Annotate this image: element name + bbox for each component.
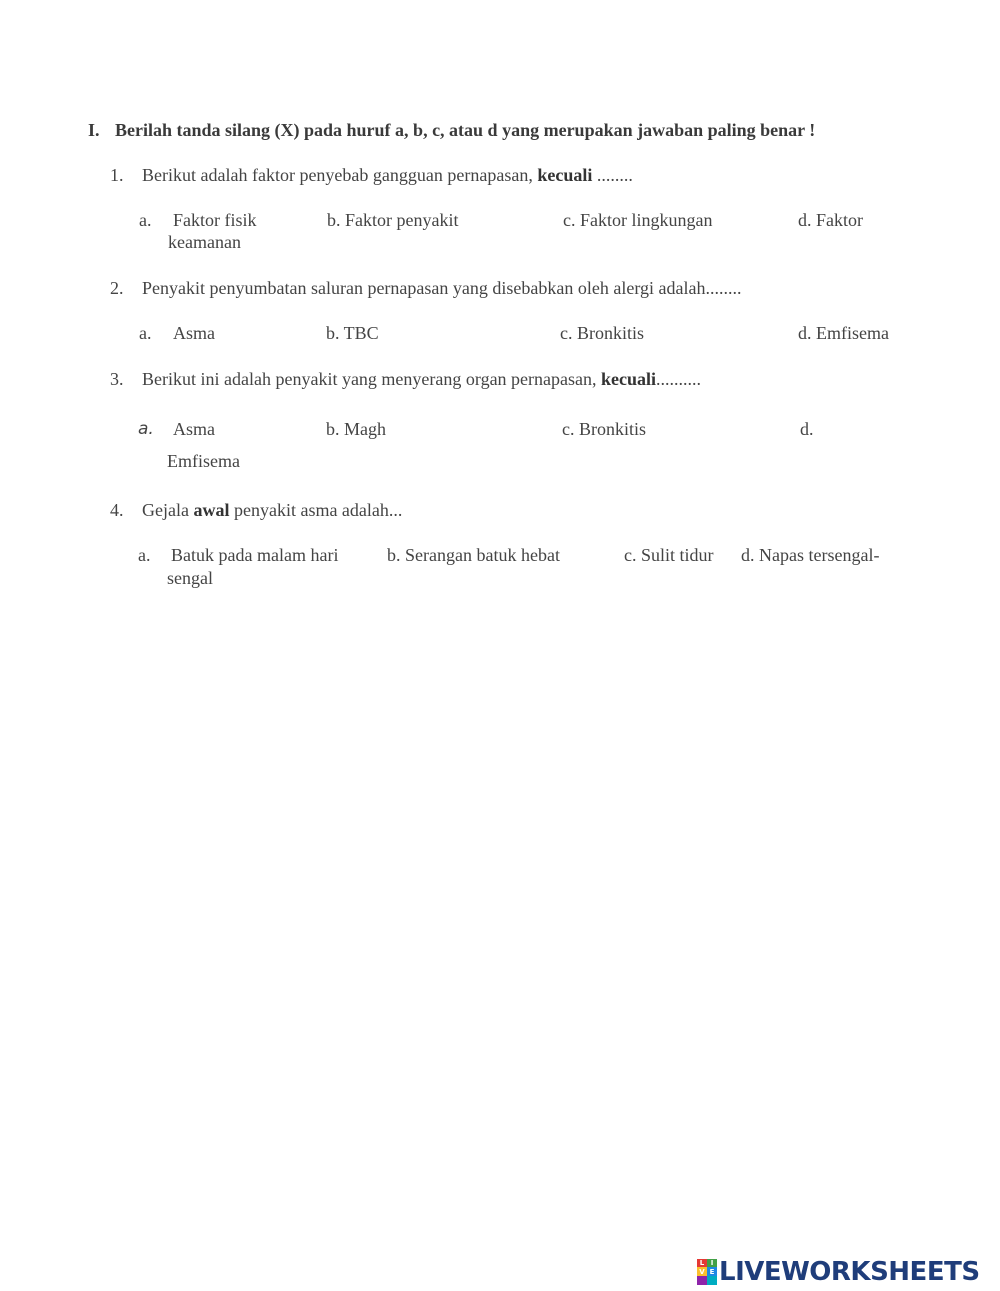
question-4-text: Gejala awal penyakit asma adalah...	[142, 500, 403, 520]
q1-option-c[interactable]: c. Faktor lingkungan	[563, 210, 713, 230]
logo-letter-e: E	[707, 1267, 717, 1276]
question-3-number: 3.	[110, 369, 124, 389]
q1-option-a-letter[interactable]: a.	[139, 210, 152, 230]
liveworksheets-logo-text: LIVEWORKSHEETS	[719, 1257, 980, 1287]
q3-option-d[interactable]: d.	[800, 419, 814, 439]
q4-option-b[interactable]: b. Serangan batuk hebat	[387, 545, 560, 565]
q3-option-d-continued: Emfisema	[167, 451, 240, 471]
question-1-number: 1.	[110, 165, 124, 185]
q3-option-c[interactable]: c. Bronkitis	[562, 419, 646, 439]
question-1-text: Berikut adalah faktor penyebab gangguan pernapasan, kecuali ........	[142, 165, 633, 185]
section-instruction: Berilah tanda silang (X) pada huruf a, b, c, atau d yang merupakan jawaban paling benar !	[115, 120, 816, 140]
question-3-text: Berikut ini adalah penyakit yang menyerang organ pernapasan, kecuali..........	[142, 369, 702, 389]
q2-option-a-letter[interactable]: a.	[139, 323, 152, 343]
q1-option-a[interactable]: Faktor fisik	[173, 210, 257, 230]
question-3-emphasis: kecuali	[601, 369, 657, 389]
question-4-number: 4.	[110, 500, 124, 520]
q4-option-d[interactable]: d. Napas tersengal-	[741, 545, 880, 565]
question-1-emphasis: kecuali	[537, 165, 593, 185]
q1-option-d[interactable]: d. Faktor	[798, 210, 863, 230]
q3-option-b[interactable]: b. Magh	[326, 419, 386, 439]
q3-option-a-letter[interactable]: a.	[138, 419, 154, 439]
logo-letter-l: L	[697, 1259, 707, 1267]
q1-option-d-continued: keamanan	[168, 232, 241, 252]
q2-option-a[interactable]: Asma	[173, 323, 215, 343]
q4-option-c[interactable]: c. Sulit tidur	[624, 545, 714, 565]
q3-option-a[interactable]: Asma	[173, 419, 215, 439]
question-2-text: Penyakit penyumbatan saluran pernapasan yang disebabkan oleh alergi adalah........	[142, 278, 742, 298]
logo-letter-i: I	[707, 1259, 717, 1267]
q2-option-d[interactable]: d. Emfisema	[798, 323, 889, 343]
question-4-emphasis: awal	[193, 500, 230, 520]
liveworksheets-logo-icon	[697, 1259, 717, 1285]
q2-option-b[interactable]: b. TBC	[326, 323, 379, 343]
q1-option-b[interactable]: b. Faktor penyakit	[327, 210, 459, 230]
liveworksheets-logo	[697, 1257, 980, 1287]
question-2-number: 2.	[110, 278, 124, 298]
q4-option-a[interactable]: Batuk pada malam hari	[171, 545, 339, 565]
section-numeral: I.	[88, 120, 100, 140]
q4-option-a-letter[interactable]: a.	[138, 545, 151, 565]
q4-option-d-continued: sengal	[167, 568, 213, 588]
q2-option-c[interactable]: c. Bronkitis	[560, 323, 644, 343]
logo-letter-v: V	[697, 1267, 707, 1276]
